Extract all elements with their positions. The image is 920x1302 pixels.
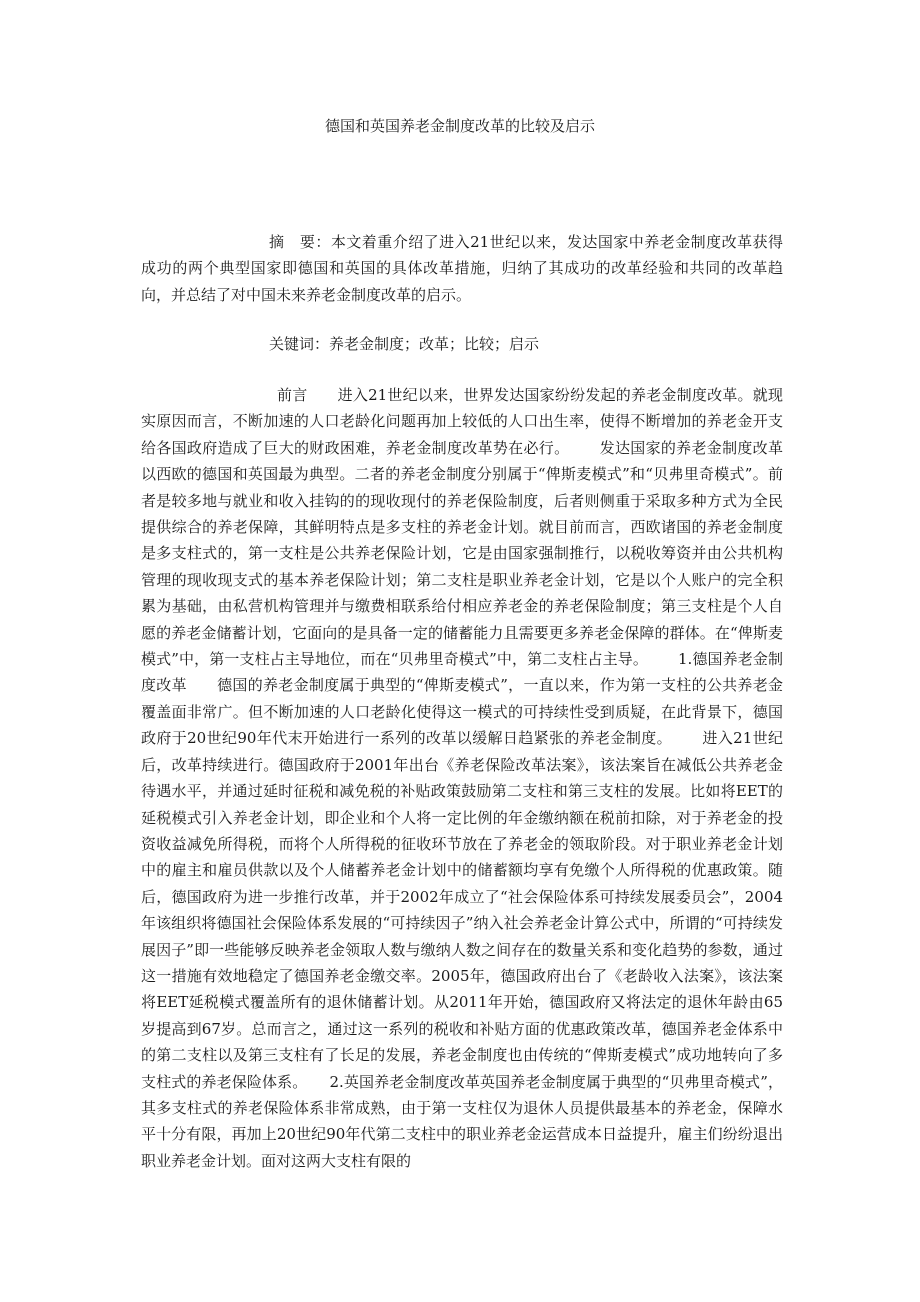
keywords-label: 关键词： — [269, 335, 330, 353]
abstract-paragraph — [141, 229, 783, 308]
document-title: 德国和英国养老金制度改革的比较及启示 — [324, 117, 595, 135]
keywords-paragraph — [141, 331, 911, 357]
body-segment-5: 进入21世纪后，改革持续进行。德国政府于2001年出台《养老保险改革法案》，该法案旨在减低公共养老金待遇水平，并通过延时征税和减免税的补贴政策鼓励第二支柱和第三支柱的发展。比如将EET的延税模式引入养老金计划，即企业和个人将一定比例的年金缴纳额在税前扣除，对于养老金的投资收益减免所得税，而将个人所得税的征收环节放在了养老金的领取阶段。对于职业养老金计划中的雇主和雇员供款以及个人储蓄养老金计划中的储蓄额均享有免缴个人所得税的优惠政策。随后，德国政府为进一步推行改革，并于2002年成立了“社会保险体系可持续发展委员会”，2004年该组织将德国社会保险体系发展的“可持续因子”纳入社会养老金计算公式中，所谓的“可持续发展因子”即一些能够反映养老金领取人数与缴纳人数之间存在的数量关系和变化趋势的参数，通过这一措施有效地稳定了德国养老金缴交率。2005年，德国政府出台了《老龄收入法案》，该法案将EET延税模式覆盖所有的退休储蓄计划。从2011年开始，德国政府又将法定的退休年龄由65岁提高到67岁。总而言之，通过这一系列的税收和补贴方面的优惠政策改革，德国养老金体系中的第二支柱以及第三支柱有了长足的发展，养老金制度也由传统的“俾斯麦模式”成功地转向了多支柱式的养老保险体系。 — [141, 729, 783, 1091]
body-segment-2: 发达国家的养老金制度改革以西欧的德国和英国最为典型。二者的养老金制度分别属于“俾斯麦模式”和“贝弗里奇模式”。前者是较多地与就业和收入挂钩的的现收现付的养老保险制度，后者则侧重于采取多种方式为全民提供综合的养老保障，其鲜明特点是多支柱的养老金计划。就目前而言，西欧诸国的养老金制度是多支柱式的，第一支柱是公共养老保险计划，它是由国家强制推行，以税收筹资并由公共机构管理的现收现支式的基本养老保险计划；第二支柱是职业养老金计划，它是以个人账户的完全积累为基础，由私营机构管理并与缴费相联系给付相应养老金的养老保险制度；第三支柱是个人自愿的养老金储蓄计划，它面向的是具备一定的储蓄能力且需要更多养老金保障的群体。在“俾斯麦模式”中，第一支柱占主导地位，而在“贝弗里奇模式”中，第二支柱占主导。 — [141, 438, 783, 669]
section-heading-uk: 2.英国养老金制度改革英国养老金制度属于典型的“贝弗里奇模式”，其多支柱式的养老保险体系非常成熟，由于第一支柱仅为退休人员提供最基本的养老金，保障水平十分有限，再加上20世纪90年代第二支柱中的职业养老金运营成本日益提升，雇主们纷纷退出职业养老金计划。面对这两大支柱有限的 — [141, 1072, 783, 1170]
section-heading-germany: 1.德国养老金制度改革 — [141, 650, 783, 695]
abstract-text: 本文着重介绍了进入21世纪以来，发达国家中养老金制度改革获得成功的两个典型国家即德国和英国的具体改革措施，归纳了其成功的改革经验和共同的改革趋向，并总结了对中国未来养老金制度改革的启示。 — [141, 233, 783, 304]
abstract-label: 摘 要： — [269, 233, 331, 251]
body-segment-4: 德国的养老金制度属于典型的“俾斯麦模式”，一直以来，作为第一支柱的公共养老金覆盖面非常广。但不断加速的人口老龄化使得这一模式的可持续性受到质疑，在此背景下，德国政府于20世纪90年代末开始进行一系列的改革以缓解日趋紧张的养老金制度。 — [141, 676, 783, 748]
main-body — [141, 382, 783, 1174]
keywords-text: 养老金制度；改革；比较；启示 — [329, 335, 540, 353]
preface-heading: 前言 — [277, 386, 308, 404]
body-segment-1: 进入21世纪以来，世界发达国家纷纷发起的养老金制度改革。就现实原因而言，不断加速的人口老龄化问题再加上较低的人口出生率，使得不断增加的养老金开支给各国政府造成了巨大的财政困难，养老金制度改革势在必行。 — [141, 386, 783, 457]
